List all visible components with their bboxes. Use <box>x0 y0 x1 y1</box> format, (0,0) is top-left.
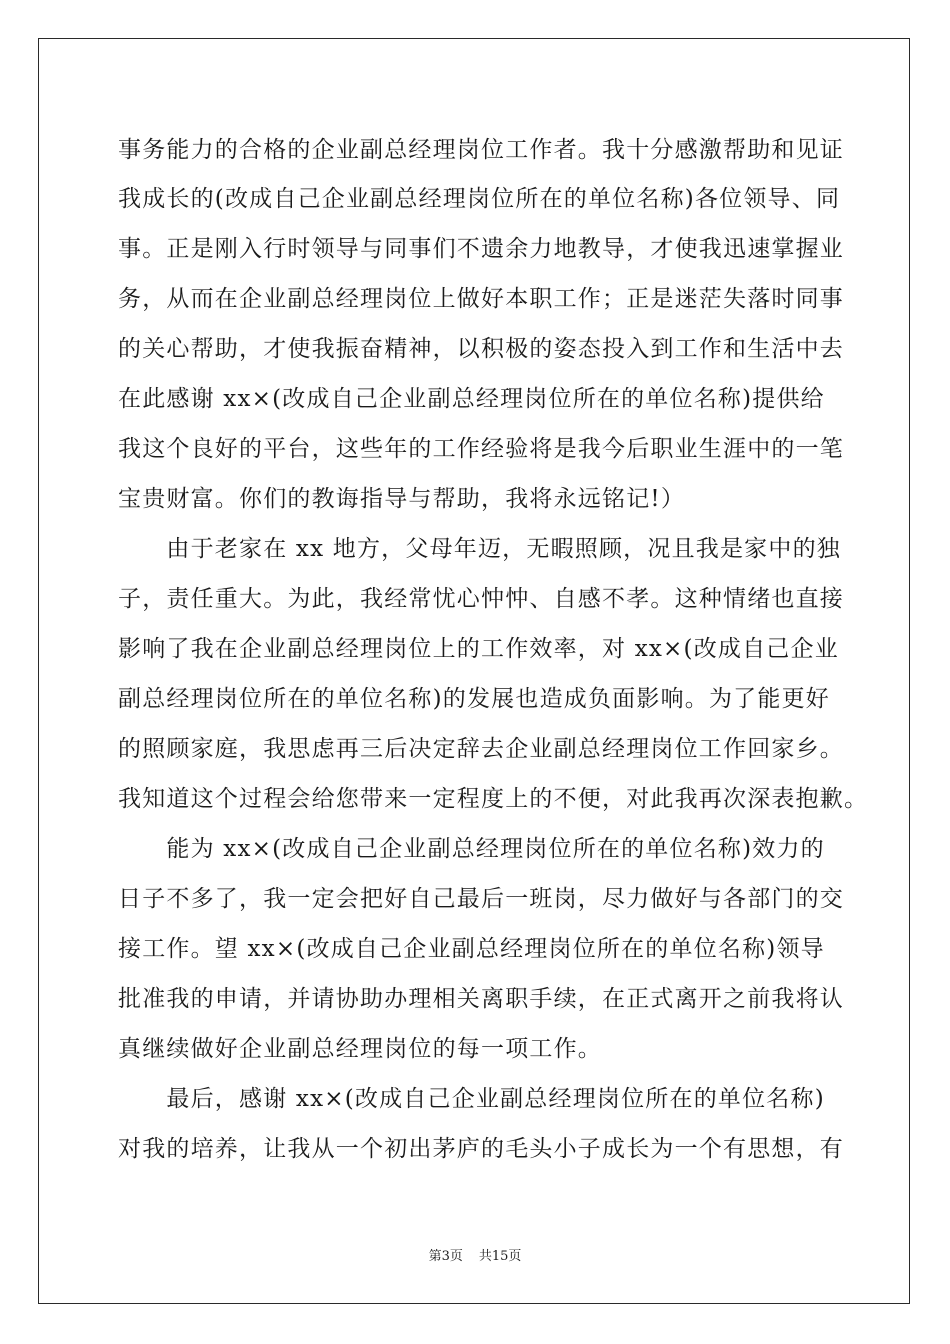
text-line: 对我的培养，让我从一个初出茅庐的毛头小子成长为一个有思想，有 <box>118 1136 844 1162</box>
text-line: 的照顾家庭，我思虑再三后决定辞去企业副总经理岗位工作回家乡。 <box>118 736 844 762</box>
text-line: 事。正是刚入行时领导与同事们不遗余力地教导，才使我迅速掌握业 <box>118 236 844 262</box>
total-pages: 共15页 <box>478 1249 522 1264</box>
text-line: 务，从而在企业副总经理岗位上做好本职工作；正是迷茫失落时同事 <box>118 286 844 312</box>
text-line: 日子不多了，我一定会把好自己最后一班岗，尽力做好与各部门的交 <box>118 886 844 912</box>
text-line: 的关心帮助，才使我振奋精神，以积极的姿态投入到工作和生活中去 <box>118 336 844 362</box>
text-line: 真继续做好企业副总经理岗位的每一项工作。 <box>118 1036 602 1062</box>
text-line: 能为 xx×(改成自己企业副总经理岗位所在的单位名称)效力的 <box>118 836 825 862</box>
text-line: 由于老家在 xx 地方，父母年迈，无暇照顾，况且我是家中的独 <box>118 536 841 562</box>
text-line: 在此感谢 xx×(改成自己企业副总经理岗位所在的单位名称)提供给 <box>118 386 825 412</box>
page-footer <box>0 1248 950 1266</box>
text-line: 宝贵财富。你们的教诲指导与帮助，我将永远铭记!） <box>118 486 686 512</box>
text-line: 我这个良好的平台，这些年的工作经验将是我今后职业生涯中的一笔 <box>118 436 844 462</box>
text-line: 副总经理岗位所在的单位名称)的发展也造成负面影响。为了能更好 <box>118 686 830 712</box>
page-number: 第3页 <box>428 1249 463 1264</box>
text-line: 事务能力的合格的企业副总经理岗位工作者。我十分感激帮助和见证 <box>118 137 844 163</box>
text-line: 子，责任重大。为此，我经常忧心忡忡、自感不孝。这种情绪也直接 <box>118 586 844 612</box>
text-line: 接工作。望 xx×(改成自己企业副总经理岗位所在的单位名称)领导 <box>118 936 825 962</box>
text-line: 批准我的申请，并请协助办理相关离职手续，在正式离开之前我将认 <box>118 986 844 1012</box>
text-line: 我成长的(改成自己企业副总经理岗位所在的单位名称)各位领导、同 <box>118 186 841 212</box>
text-line: 影响了我在企业副总经理岗位上的工作效率，对 xx×(改成自己企业 <box>118 636 839 662</box>
text-line: 最后，感谢 xx×(改成自己企业副总经理岗位所在的单位名称) <box>118 1086 825 1112</box>
text-line: 我知道这个过程会给您带来一定程度上的不便，对此我再次深表抱歉。 <box>118 786 869 812</box>
